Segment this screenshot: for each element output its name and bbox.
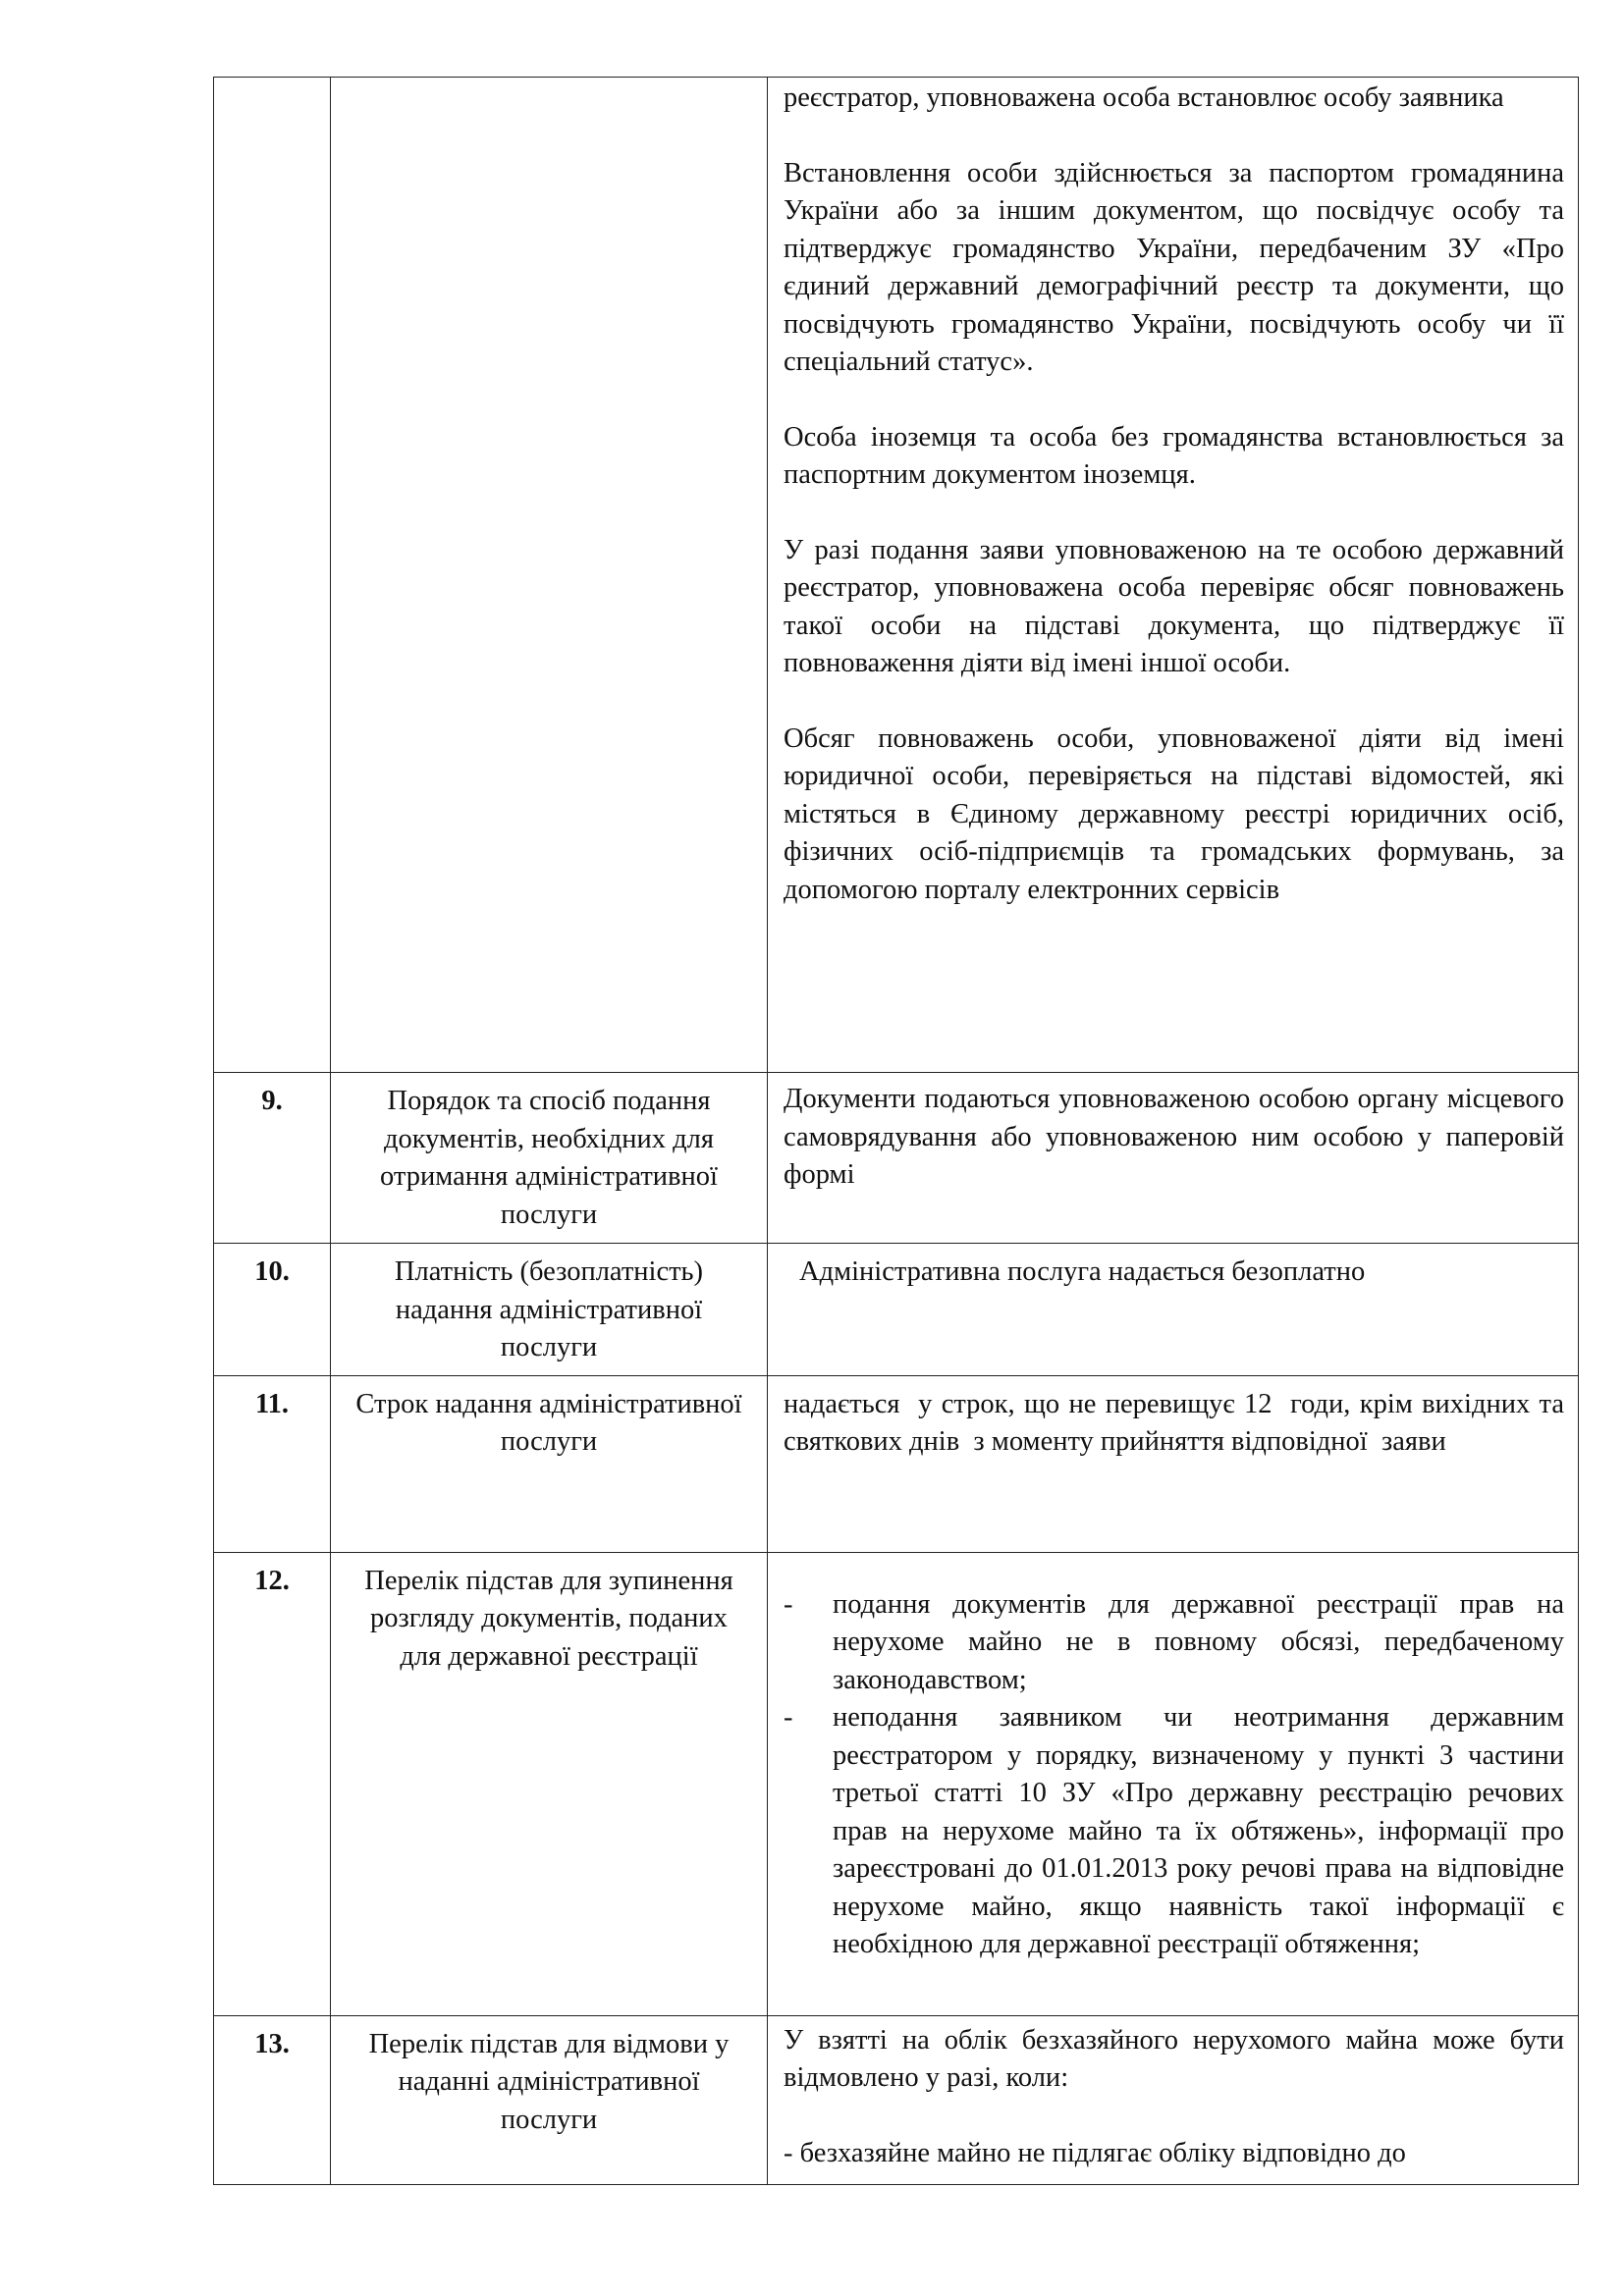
service-info-table bbox=[213, 77, 1579, 2185]
row-label: Порядок та спосіб подання документів, необхідних для отримання адміністративної послуги bbox=[331, 1073, 768, 1244]
paragraph: Адміністративна послуга надається безоплатно bbox=[799, 1256, 1366, 1287]
stop-reasons-list bbox=[784, 1586, 1564, 1964]
row-content bbox=[768, 2015, 1579, 2184]
row-content bbox=[768, 1073, 1579, 1244]
paragraph: Особа іноземця та особа без громадянства встановлюється за паспортним документом іноземця. bbox=[784, 421, 1564, 490]
paragraph: - безхазяйне майно не підлягає обліку відповідно до bbox=[784, 2137, 1406, 2168]
list-dash: - bbox=[784, 1702, 793, 1733]
table-row bbox=[214, 2015, 1579, 2184]
list-item bbox=[784, 1586, 1564, 1700]
paragraph: Документи подаються уповноваженою особою органу місцевого самоврядування або уповноваженою ним особою у паперовій формі bbox=[784, 1084, 1564, 1190]
table-row bbox=[214, 78, 1579, 1073]
row-label: Перелік підстав для зупинення розгляду документів, поданих для державної реєстрації bbox=[331, 1552, 768, 2015]
paragraph: надається у строк, що не перевищує 12 годи, крім вихідних та святкових днів з моменту прийняття відповідної заяви bbox=[784, 1388, 1572, 1457]
table-row bbox=[214, 1552, 1579, 2015]
row-number: 10. bbox=[214, 1244, 331, 1376]
row-number: 11. bbox=[214, 1375, 331, 1552]
row-label: Строк надання адміністративної послуги bbox=[331, 1375, 768, 1552]
row-content bbox=[768, 1552, 1579, 2015]
paragraph: реєстратор, уповноважена особа встановлює особу заявника bbox=[784, 82, 1504, 113]
row-number: 9. bbox=[214, 1073, 331, 1244]
row-label: Перелік підстав для відмови у наданні адміністративної послуги bbox=[331, 2015, 768, 2184]
row-number: 12. bbox=[214, 1552, 331, 2015]
paragraph: Обсяг повноважень особи, уповноваженої діяти від імені юридичної особи, перевіряється на підставі відомостей, які містяться в Єдиному державному реєстрі юридичних осіб, фізичних осіб-підприємців та громадських формувань, за допомогою порталу електронних сервісів bbox=[784, 722, 1564, 905]
row-number bbox=[214, 78, 331, 1073]
list-item bbox=[784, 1699, 1564, 1964]
list-dash: - bbox=[784, 1588, 793, 1620]
row-content bbox=[768, 78, 1579, 1073]
row-content bbox=[768, 1375, 1579, 1552]
row-number: 13. bbox=[214, 2015, 331, 2184]
row-label bbox=[331, 78, 768, 1073]
row-label: Платність (безоплатність) надання адміністративної послуги bbox=[331, 1244, 768, 1376]
row-content bbox=[768, 1244, 1579, 1376]
paragraph: У разі подання заяви уповноваженою на те особою державний реєстратор, уповноважена особа перевіряє обсяг повноважень такої особи на підставі документа, що підтверджує її повноваження діяти від імені іншої особи. bbox=[784, 534, 1564, 678]
table-row bbox=[214, 1375, 1579, 1552]
table-row bbox=[214, 1244, 1579, 1376]
list-item-text: подання документів для державної реєстрації прав на нерухоме майно не в повному обсязі, передбаченому законодавством; bbox=[833, 1588, 1564, 1695]
list-item-text: неподання заявником чи неотримання державним реєстратором у порядку, визначеному у пункті 3 частини третьої статті 10 ЗУ «Про державну реєстрацію речових прав на нерухоме майно та їх обтяжень», інформації про зареєстровані до 01.01.2013 року речові права на відповідне нерухоме майно, якщо наявність такої інформації є необхідною для державної реєстрації обтяження; bbox=[833, 1702, 1564, 1959]
document-page bbox=[213, 77, 1578, 2185]
table-row bbox=[214, 1073, 1579, 1244]
paragraph: Встановлення особи здійснюється за паспортом громадянина України або за іншим документом, що посвідчує особу та підтверджує громадянство України, передбаченим ЗУ «Про єдиний державний демографічний реєстр та документи, що посвідчують громадянство України, посвідчують особу чи її спеціальний статус». bbox=[784, 157, 1564, 377]
paragraph: У взятті на облік безхазяйного нерухомого майна може бути відмовлено у разі, коли: bbox=[784, 2024, 1564, 2093]
